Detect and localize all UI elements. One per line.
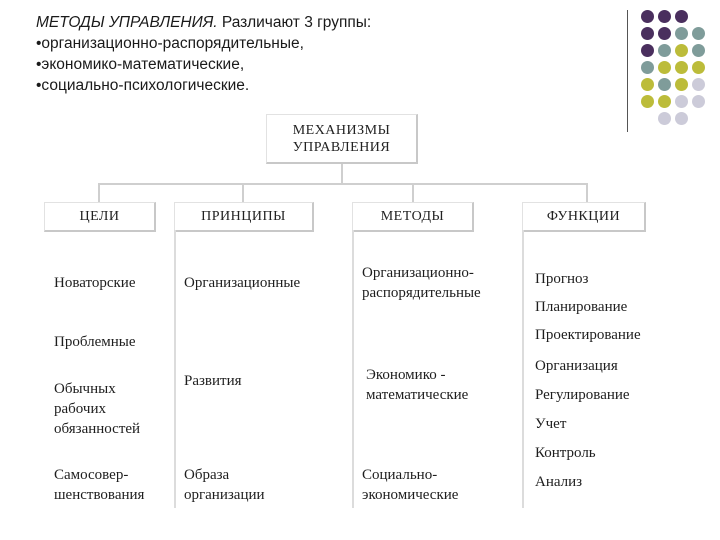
- goals-item-regular-line1: Обычных: [54, 381, 116, 397]
- connector-to-goals: [98, 183, 100, 203]
- methods-item-econ-math-line1: Экономико -: [366, 367, 446, 383]
- column-header-principles: [174, 202, 314, 232]
- column-header-methods-label: МЕТОДЫ: [380, 209, 445, 224]
- functions-item-organization: Организация: [535, 358, 618, 374]
- connector-horizontal: [98, 183, 588, 185]
- column-header-principles-label: ПРИНЦИПЫ: [201, 209, 286, 224]
- goals-item-innovative: Новаторские: [54, 275, 136, 291]
- functions-item-accounting: Учет: [535, 416, 567, 432]
- root-box: [266, 114, 418, 164]
- connector-to-methods: [412, 183, 414, 203]
- intro-group-3: •социально-психологические.: [36, 77, 250, 94]
- functions-item-analysis: Анализ: [535, 474, 583, 490]
- column-header-goals: [44, 202, 156, 232]
- principles-item-image-line1: Образа: [184, 467, 230, 483]
- functions-item-forecast: Прогноз: [535, 271, 589, 287]
- column-header-functions-label: ФУНКЦИИ: [546, 209, 621, 224]
- column-divider: [352, 230, 354, 508]
- column-header-goals-label: ЦЕЛИ: [79, 209, 120, 224]
- intro-subtitle: Различают 3 группы:: [217, 14, 372, 31]
- methods-item-org-admin-line2: распорядительные: [362, 285, 481, 301]
- principles-item-organizational: Организационные: [184, 275, 301, 291]
- methods-item-org-admin-line1: Организационно-: [362, 265, 474, 281]
- connector-to-functions: [586, 183, 588, 203]
- functions-item-control: Контроль: [535, 445, 596, 461]
- goals-item-self-improvement-line2: шенствования: [54, 487, 145, 503]
- column-header-methods: [352, 202, 474, 232]
- goals-item-self-improvement-line1: Самосовер-: [54, 467, 129, 483]
- intro-title: МЕТОДЫ УПРАВЛЕНИЯ.: [36, 14, 218, 31]
- goals-item-regular-line2: рабочих: [54, 401, 106, 417]
- column-divider: [174, 230, 176, 508]
- column-divider: [522, 230, 524, 508]
- principles-item-image-line2: организации: [184, 487, 265, 503]
- methods-item-socio-econ-line2: экономические: [362, 487, 459, 503]
- functions-item-regulation: Регулирование: [535, 387, 630, 403]
- methods-item-socio-econ-line1: Социально-: [362, 467, 438, 483]
- root-label-line1: МЕХАНИЗМЫ: [292, 122, 391, 138]
- intro-group-1: •организационно-распорядительные,: [36, 35, 304, 52]
- connector-root-down: [341, 164, 343, 184]
- principles-item-development: Развития: [184, 373, 242, 389]
- goals-item-problem: Проблемные: [54, 334, 136, 350]
- functions-item-design: Проектирование: [535, 327, 641, 343]
- goals-item-regular-line3: обязанностей: [54, 421, 141, 437]
- root-label-line2: УПРАВЛЕНИЯ: [292, 139, 391, 155]
- column-header-functions: [522, 202, 646, 232]
- intro-group-2: •экономико-математические,: [36, 56, 245, 73]
- functions-item-planning: Планирование: [535, 299, 628, 315]
- connector-to-principles: [242, 183, 244, 203]
- methods-item-econ-math-line2: математические: [366, 387, 469, 403]
